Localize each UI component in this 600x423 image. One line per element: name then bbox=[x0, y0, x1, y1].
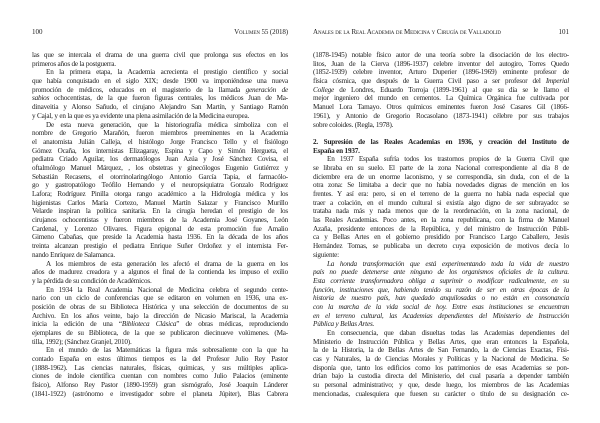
page-header bbox=[32, 28, 288, 38]
text-line: Ministerio de Instrucción Pública y Bellas Artes, que eran entonces la Española, bbox=[313, 337, 569, 346]
text-line: Azaña, presidente entonces de la República, y del ministro de Instrucción Públi- bbox=[313, 224, 569, 233]
right-page bbox=[313, 0, 569, 423]
text-line: Velarde inspiran la política sanitaria. En la cirugía heredan el prestigio de los bbox=[32, 207, 288, 216]
text-line: higienistas Carlos María Cortezo, Manuel Martín Salazar y Francisco Murillo bbox=[32, 198, 288, 207]
text-line: se libraba en su suelo. El parte de la zona Nacional correspondiente al día 8 de bbox=[313, 163, 569, 172]
text-line: tilla, 1992); (Sánchez Granjel, 2010). bbox=[32, 337, 132, 346]
text-line: La honda transformación que está experimentando toda la vida de nuestro bbox=[327, 259, 569, 268]
text-line: A los miembros de esta generación les afectó el drama de la guerra en los bbox=[46, 259, 288, 268]
text-line: primeros años de la postguerra. bbox=[32, 59, 116, 68]
text-line: pediatra Criado Aguilar, los dermatólogos Juan Azúa y José Sánchez Covisa, el bbox=[32, 155, 288, 164]
paragraph bbox=[313, 51, 569, 129]
left-page bbox=[32, 0, 288, 423]
text-segment: física cósmica, que después de la Guerra Civil paso a ser profesor del bbox=[313, 77, 546, 86]
text-line: drían bajo la custodia directa del Ministerio, del cual pasaría a depender también bbox=[313, 372, 569, 381]
section-heading bbox=[313, 138, 569, 155]
text-line: Archivo. En los años veinte, bajo la dirección de Nicasio Mariscal, la Academia bbox=[32, 311, 288, 320]
text-line: mejor ingeniero del mundo en cementos. La Química Orgánica fue cultivada por bbox=[313, 94, 569, 103]
text-line: Sebastián Recasens, el otorrinolaringólogo Antonio García Tapia, el farmacólo- bbox=[32, 172, 288, 181]
text-line: Cardenal, y Lorenzo Olivares. Figura epigonal de esta promoción fue Amalio bbox=[32, 224, 288, 233]
text-line: treinta alcanzan prestigio el pediatra Enrique Suñer Ordoñez y el internista Fer- bbox=[32, 242, 288, 251]
text-line: litos, Juan de la Cierva (1896-1937) celebre inventor del autogiro, Torres Quedo bbox=[313, 59, 569, 68]
text-line: ca y Bellas Artes en el gobierno presidido por Francisco Largo Caballero, Jesús bbox=[313, 233, 569, 242]
text-line: que había conquistado en el siglo XIX; desde 1900 va imponiéndose una nueva bbox=[32, 77, 288, 86]
text-segment: inicia la edición de una “ bbox=[32, 320, 122, 329]
text-line: Manuel Lora Tamayo. Otros químicos eminentes fueron José Casares Gil (1866- bbox=[313, 103, 569, 112]
text-line: nario con un ciclo de conferencias que se editaron en volumen en 1936, una ex- bbox=[32, 294, 288, 303]
text-line: y Cajal, y en la que es ya evidente una plena asimilación de la Medicina europea. bbox=[32, 111, 250, 120]
text-line: En 1934 la Real Academia Nacional de Medicina celebra el segundo cente- bbox=[46, 285, 288, 294]
page-number: 101 bbox=[558, 28, 569, 36]
text-line: su personal administrativo; y que, desde luego, los miembros de las Academias bbox=[313, 381, 569, 390]
paragraph bbox=[32, 346, 288, 398]
italic-text: sabios bbox=[32, 94, 50, 103]
paragraph bbox=[32, 121, 288, 260]
text-line: ejemplares de su Biblioteca, de la que se publicaron diecinueve volúmenes. (Ma- bbox=[32, 329, 288, 337]
text-line: físico), Alfonso Rey Pastor (1890-1959) gran sismógrafo, José Joaquín Lánderer bbox=[32, 381, 288, 390]
text-line: España en 1937. bbox=[313, 146, 360, 155]
italic-text: Biblioteca Clásica bbox=[121, 320, 177, 329]
text-line: sobre coloides. (Regla, 1978). bbox=[313, 120, 394, 129]
text-line: mencionadas, cualesquiera que fuesen su carácter o título de su designación ce- bbox=[313, 389, 569, 398]
text-segment: promoción de médicos, educados en el magisterio de la llamada bbox=[32, 85, 246, 94]
page-number: 100 bbox=[32, 28, 43, 36]
text-line bbox=[313, 86, 569, 95]
text-line: Esta corriente transformadora obliga a suprimir o modificar radicalmente, en su bbox=[313, 276, 569, 285]
text-line: En el mundo de las Matemáticas la figura más sobresaliente con la que ha bbox=[46, 346, 288, 355]
text-line: (1888-1962). Las ciencias naturales, físicas, químicas, y sus múltiples aplica- bbox=[32, 363, 288, 372]
text-line bbox=[313, 77, 569, 86]
text-line bbox=[32, 86, 288, 95]
text-line: (1852-1939) celebre inventor, Arturo Duperier (1896-1969) eminente profesor de bbox=[313, 68, 569, 77]
text-line: En la primera etapa, la Academia acrecienta el prestigio científico y social bbox=[46, 68, 288, 77]
text-segment: ochocentistas, de la que fueron figuras centrales, los médicos Juan de Ma- bbox=[49, 94, 288, 103]
text-line: oftalmólogo Manuel Márquez, , los obstetras y ginecólogos Eugenio Gutiérrez y bbox=[32, 163, 288, 172]
text-line: (1841-1922) (astrónomo e investigador sobre el planeta Júpiter), Blas Cabrera bbox=[32, 389, 288, 398]
text-line: 1961), y Antonio de Gregorio Rocasolano (1873-1941) célebre por sus trabajos bbox=[313, 111, 569, 120]
page-body bbox=[32, 51, 288, 399]
text-line: nombre de Gregorio Marañón, fueron miembros preeminentes en la Academia bbox=[32, 129, 288, 138]
text-line: las que se intercala el drama de una guerra civil que prolonga sus efectos en los bbox=[32, 51, 288, 59]
text-line: diciembre era de un enorme laconismo, y se correspondía, sin duda, con el de la bbox=[313, 172, 569, 181]
text-line: ciones de índole científica cuentan con nombres como Julio Palacios (eminente bbox=[32, 372, 288, 381]
text-line: siguiente: bbox=[313, 250, 339, 259]
text-line: trataba nada más y nada menos que de la reordenación, en la zona nacional, de bbox=[313, 207, 569, 216]
text-line bbox=[32, 320, 288, 329]
text-line: Gómez Ocaña, los internistas Elizagaray, Espina y Capo y Simón Hergueta, el bbox=[32, 146, 288, 155]
text-line: frentes. Y así era: pero, si en el terreno de la guerra no había nada especial que bbox=[313, 190, 569, 198]
text-line: cas y Naturales, la de Ciencias Morales y Políticas y la Nacional de Medicina. Se bbox=[313, 355, 569, 364]
running-head: Anales de la Real Academia de Medicina y Cirugía de Valladolid bbox=[313, 28, 501, 36]
block-quote bbox=[313, 260, 569, 330]
text-line: De esta nueva generación, que la historiografía médica simboliza con el bbox=[46, 120, 288, 129]
text-line: disponía que, tanto los edificios como los patrimonios de esas Academias se pon- bbox=[313, 363, 569, 372]
paragraph bbox=[32, 260, 288, 286]
text-line: el anatomista Julián Calleja, el histólogo Jorge Francisco Tello y el fisiólogo bbox=[32, 137, 288, 146]
text-line: Lafora; Rodríguez Pinilla otorga rango académico a la Hidrología médica y los bbox=[32, 190, 288, 198]
text-line: en el terreno cultural, las Academias dependientes del Ministerio de Instrucción bbox=[313, 311, 569, 320]
italic-text: generación de bbox=[245, 85, 288, 94]
page-body bbox=[313, 51, 569, 399]
text-segment: ” de obras médicas, reproduciendo bbox=[176, 320, 288, 329]
text-line: Pública y Bellas Artes. bbox=[313, 320, 375, 329]
text-line: historia de nuestro país, han quedado anquilosadas o no están en consonancia bbox=[313, 294, 569, 303]
text-line: Gimeno Cabañas, que preside la Academia hasta 1936. En la década de los años bbox=[32, 233, 288, 242]
paragraph bbox=[313, 155, 569, 259]
text-line: posición de obras de su Biblioteca Histórica y una selección de documentos de su bbox=[32, 302, 288, 311]
text-segment: de Londres, Eduardo Torroja (1899-1961) al que su día se le llamo el bbox=[333, 85, 569, 94]
text-line: nando Enríquez de Salamanca. bbox=[32, 250, 116, 259]
text-line: 2. Supresión de las Reales Academias en 1936, y creación del Instituto de bbox=[313, 137, 569, 146]
text-line: función, instituciones que, habiendo tenido su razón de ser en otras épocas de la bbox=[313, 285, 569, 294]
text-line: go y gastropatólogo Teófilo Hernando y el neuropsiquiatra Gonzalo Rodríguez bbox=[32, 181, 288, 190]
page-header bbox=[313, 28, 569, 38]
text-line: país no puede detenerse ante ninguno de los organismos oficiales de la cultura. bbox=[313, 268, 569, 277]
text-line: y la pérdida de su condición de Académicos. bbox=[32, 276, 152, 285]
paragraph bbox=[313, 329, 569, 399]
text-line bbox=[32, 94, 288, 103]
text-line: En 1937 España sufría todos los trastornos propios de la Guerra Civil que bbox=[327, 155, 569, 164]
paragraph bbox=[32, 286, 288, 347]
text-line: dinaveitia y Alonso Sañudo, el cirujano Alejandro San Martín, y Santiago Ramón bbox=[32, 103, 288, 112]
running-head: Volumen 55 (2018) bbox=[234, 28, 288, 36]
text-line: otra zona: Se limitaba a decir que no había novedades dignas de mención en los bbox=[313, 181, 569, 190]
text-line: con la marcha de la vida social de hoy. Entre esas instituciones se encuentran bbox=[313, 302, 569, 311]
text-line: Hernández Tomas, se publicaba un decreto cuya exposición de motivos decía lo bbox=[313, 242, 569, 251]
text-line: contado España en estos últimos tiempos es la del Profesor Julio Rey Pastor bbox=[32, 355, 288, 364]
text-line: la de la Historia, la de Bellas Artes de San Fernando, la de Ciencias Exactas, Físi- bbox=[313, 346, 569, 355]
text-line: cirujanos ochocentistas y fueron miembros de la Academia José Goyanes, León bbox=[32, 216, 288, 225]
text-line: (1878-1945) notable físico autor de una teoría sobre la disociación de los electro- bbox=[313, 51, 569, 59]
italic-text: College bbox=[313, 85, 334, 94]
text-line: En consecuencia, que daban disueltas todas las Academias dependientes del bbox=[327, 329, 569, 337]
paragraph bbox=[32, 51, 288, 68]
text-line: las Reales Academias. Poco antes, en la zona republicana, con la firma de Manuel bbox=[313, 216, 569, 225]
text-line: años de madurez creadora y a algunos el final de la contienda les impuso el exilio bbox=[32, 268, 288, 277]
paragraph bbox=[32, 68, 288, 120]
italic-text: Imperial bbox=[545, 77, 569, 86]
text-line: traer a colación, en el mundo cultural si existía algo digno de ser subrayado: se bbox=[313, 198, 569, 207]
